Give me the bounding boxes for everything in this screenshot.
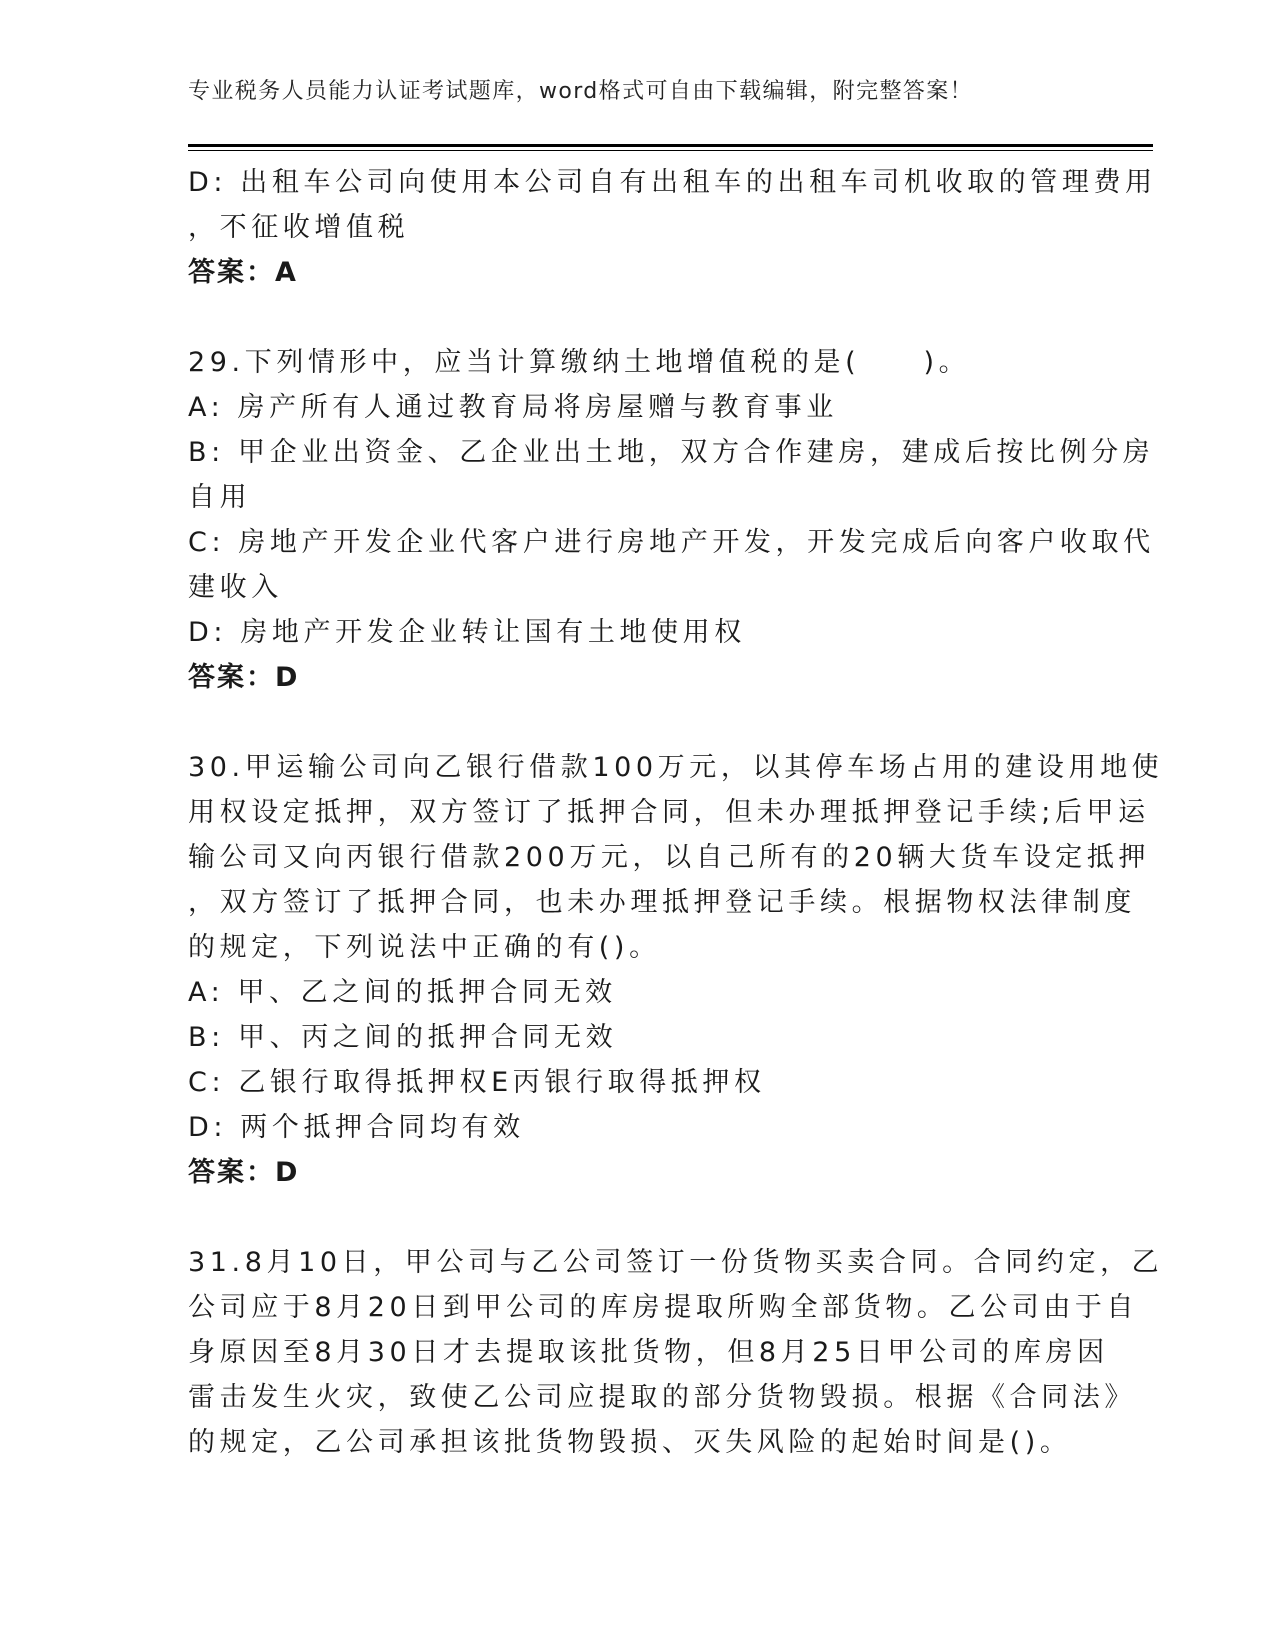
- question-stem: 用权设定抵押，双方签订了抵押合同，但未办理抵押登记手续;后甲运: [188, 797, 1150, 828]
- answer-label: 答案：A: [188, 257, 298, 288]
- option-b: [188, 1015, 1078, 1060]
- answer-label: 答案：D: [188, 1157, 300, 1188]
- option-line: A: 房产所有人通过教育局将房屋赠与教育事业: [188, 392, 838, 423]
- option-line: D: 出租车公司向使用本公司自有出租车的出租车司机收取的管理费用: [188, 167, 1157, 198]
- option-line: D: 两个抵押合同均有效: [188, 1112, 525, 1143]
- option-line: ，不征收增值税: [188, 212, 410, 243]
- spacer: [188, 295, 1078, 340]
- question-stem: 身原因至8月30日才去提取该批货物，但8月25日甲公司的库房因: [188, 1337, 1109, 1368]
- option-b: [188, 430, 1155, 520]
- page-header: 专业税务人员能力认证考试题库，word格式可自由下载编辑，附完整答案！: [188, 79, 974, 104]
- question-stem: 的规定，下列说法中正确的有()。: [188, 932, 661, 963]
- option-line: C: 房地产开发企业代客户进行房地产开发，开发完成后向客户收取代: [188, 527, 1155, 558]
- question-28-tail: [188, 160, 1157, 295]
- option-line: B: 甲、丙之间的抵押合同无效: [188, 1022, 618, 1053]
- option-line: C: 乙银行取得抵押权E丙银行取得抵押权: [188, 1067, 766, 1098]
- option-a: [188, 385, 1078, 430]
- option-line: A: 甲、乙之间的抵押合同无效: [188, 977, 617, 1008]
- document-body: [188, 160, 1164, 1465]
- header-rule-thin: [188, 150, 1153, 151]
- question-stem: 30.甲运输公司向乙银行借款100万元，以其停车场占用的建设用地使: [188, 752, 1164, 783]
- spacer: [188, 1195, 1078, 1240]
- spacer: [188, 700, 1078, 745]
- question-31: [188, 1240, 1164, 1465]
- question-stem: 的规定，乙公司承担该批货物毁损、灭失风险的起始时间是()。: [188, 1427, 1072, 1458]
- option-d: [188, 160, 1157, 250]
- question-30: [188, 745, 1164, 1195]
- option-c: [188, 1060, 1078, 1105]
- option-line: B: 甲企业出资金、乙企业出土地，双方合作建房，建成后按比例分房: [188, 437, 1155, 468]
- header-rule-thick: [188, 144, 1153, 147]
- option-a: [188, 970, 1078, 1015]
- question-stem: 29.下列情形中，应当计算缴纳土地增值税的是( )。: [188, 347, 971, 378]
- option-d: [188, 1105, 1078, 1150]
- option-c: [188, 520, 1155, 610]
- option-d: [188, 610, 1078, 655]
- option-line: 建收入: [188, 572, 283, 603]
- question-stem: 输公司又向丙银行借款200万元，以自己所有的20辆大货车设定抵押: [188, 842, 1151, 873]
- question-stem: 公司应于8月20日到甲公司的库房提取所购全部货物。乙公司由于自: [188, 1292, 1139, 1323]
- question-stem: 31.8月10日，甲公司与乙公司签订一份货物买卖合同。合同约定，乙: [188, 1247, 1164, 1278]
- question-stem: 雷击发生火灾，致使乙公司应提取的部分货物毁损。根据《合同法》: [188, 1382, 1136, 1413]
- question-29: [188, 340, 1155, 700]
- answer-label: 答案：D: [188, 662, 300, 693]
- question-stem: ，双方签订了抵押合同，也未办理抵押登记手续。根据物权法律制度: [188, 887, 1136, 918]
- option-line: D: 房地产开发企业转让国有土地使用权: [188, 617, 746, 648]
- option-line: 自用: [188, 482, 252, 513]
